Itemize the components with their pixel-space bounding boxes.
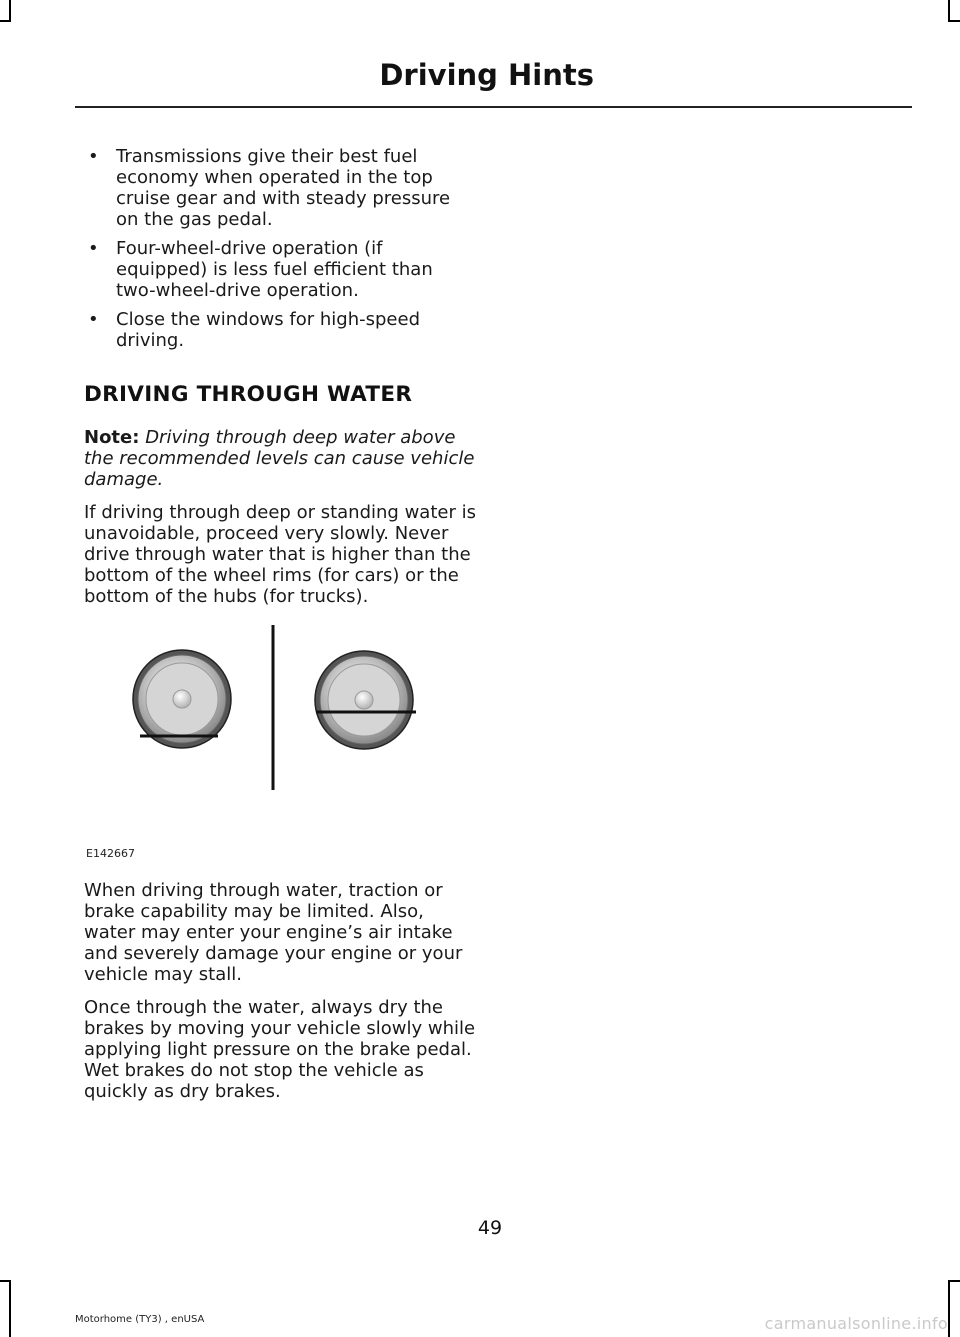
- water-level-figure: [84, 625, 476, 880]
- crop-mark-bottom-left-v: [9, 1280, 11, 1337]
- crop-mark-bottom-right-v: [948, 1280, 950, 1337]
- truck-wheel-icon: [315, 651, 413, 749]
- content-column: [84, 146, 476, 1114]
- bullet-dot: •: [88, 309, 99, 330]
- bullet-dot: •: [88, 146, 99, 167]
- bullet-item: [84, 238, 476, 301]
- bullet-text: Close the windows for high-speed driving.: [116, 309, 420, 351]
- paragraph-deep-water: If driving through deep or standing water is unavoidable, proceed very slowly. Never drive through water that is higher than the bottom of the wheel rims (for cars) or the bottom of the hubs (for trucks).: [84, 502, 476, 607]
- paragraph-dry-brakes: Once through the water, always dry the brakes by moving your vehicle slowly while applying light pressure on the brake pedal. Wet brakes do not stop the vehicle as quickly as dry brakes.: [84, 997, 476, 1102]
- header-rule: [75, 106, 912, 108]
- paragraph-traction: When driving through water, traction or brake capability may be limited. Also, water may enter your engine’s air intake and severely damage your engine or your vehicle may stall.: [84, 880, 463, 985]
- crop-mark-top-left-h: [0, 20, 11, 22]
- section-heading: DRIVING THROUGH WATER: [84, 382, 413, 407]
- bullet-text: Four-wheel-drive operation (if equipped) is less fuel efficient than two-wheel-drive operation.: [116, 238, 433, 301]
- crop-mark-top-left-v: [9, 0, 11, 22]
- page-header-title: Driving Hints: [379, 58, 594, 92]
- figure-code: E142667: [86, 847, 135, 860]
- watermark: carmanualsonline.info: [764, 1314, 948, 1333]
- crop-mark-top-right-v: [948, 0, 950, 22]
- crop-mark-bottom-left-h: [0, 1280, 11, 1282]
- bullet-text: Transmissions give their best fuel economy when operated in the top cruise gear and with steady pressure on the gas pedal.: [116, 146, 451, 230]
- car-wheel-icon: [133, 650, 231, 748]
- note-paragraph: [84, 427, 476, 490]
- note-label: Note:: [84, 427, 140, 448]
- page-number: 49: [477, 1217, 503, 1239]
- bullet-list: [84, 146, 476, 351]
- bullet-item: [84, 146, 476, 230]
- crop-mark-bottom-right-h: [948, 1280, 960, 1282]
- bullet-dot: •: [88, 238, 99, 259]
- footer-text: Motorhome (TY3) , enUSA: [75, 1314, 205, 1325]
- bullet-item: [84, 309, 476, 351]
- wheel-illustration: [84, 625, 476, 855]
- crop-mark-top-right-h: [948, 20, 960, 22]
- note-text: Driving through deep water above the recommended levels can cause vehicle damage.: [84, 427, 475, 490]
